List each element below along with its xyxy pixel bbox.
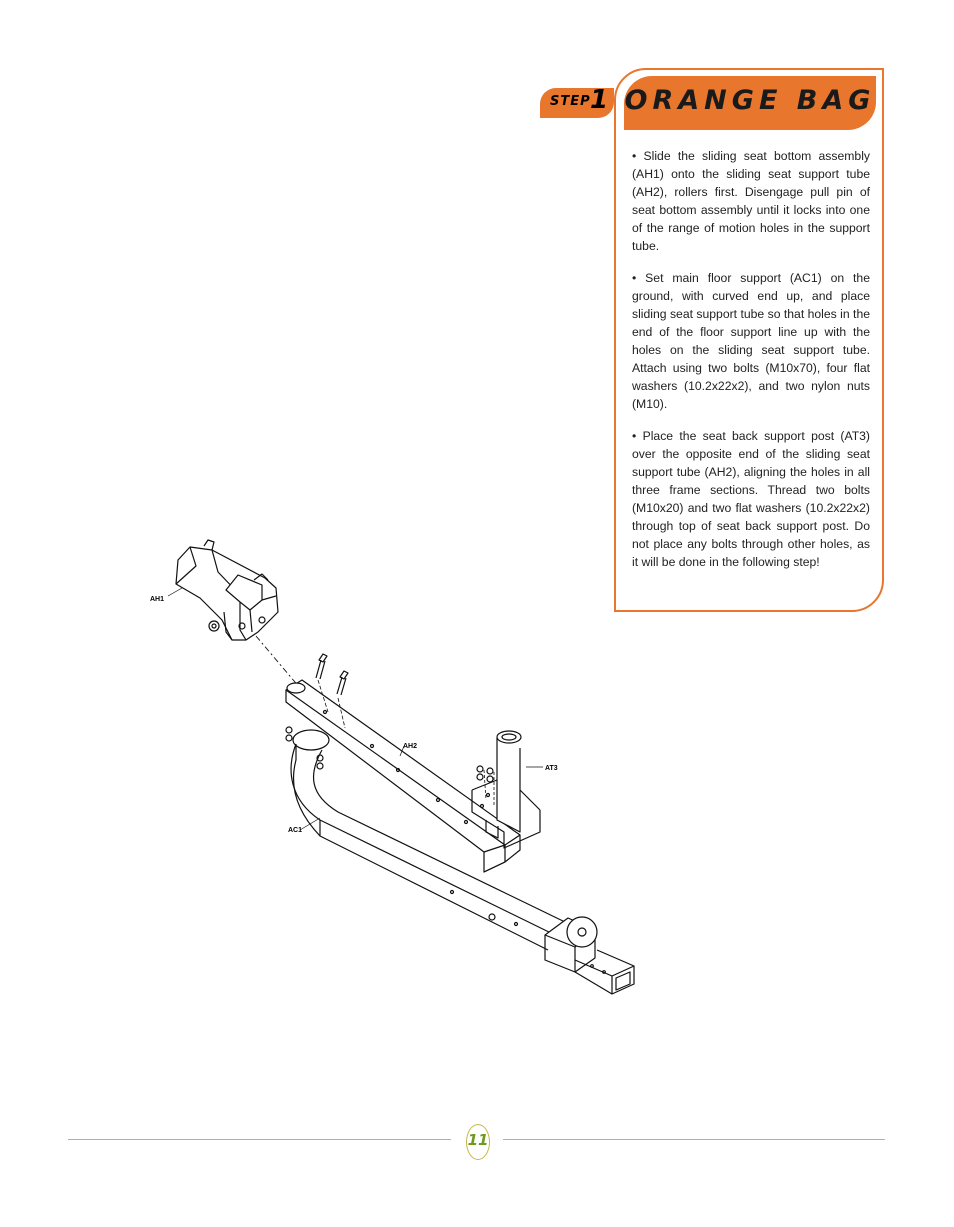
- label-ah2: AH2: [403, 743, 418, 750]
- page-title: ORANGE BAG: [624, 85, 876, 116]
- label-at3: AT3: [545, 765, 558, 772]
- instruction-paragraph: • Set main floor support (AC1) on the ground, with curved end up, and place sliding seat support tube so that holes in the end of the floor support line up with the holes on the sliding seat support tube. Attach using two bolts (M10x70), four flat washers (10.2x22x2), and two nylon nuts (M10).: [632, 271, 870, 411]
- main-floor-support: [286, 727, 634, 994]
- label-ah1: AH1: [150, 596, 165, 603]
- footer-rule-left: [68, 1139, 451, 1140]
- step-word: STEP: [550, 94, 591, 109]
- label-ac1: AC1: [288, 827, 303, 834]
- instruction-paragraph: • Slide the sliding seat bottom assembly (AH1) onto the sliding seat support tube (AH2), rollers first. Disengage pull pin of seat bottom assembly until it locks into one of the range of motion holes in the support tube.: [632, 149, 870, 253]
- page-number-badge: [466, 1124, 490, 1160]
- step-number: 1: [590, 85, 609, 115]
- footer-rule-right: [503, 1139, 885, 1140]
- instruction-paragraph: • Place the seat back support post (AT3) over the opposite end of the sliding seat support tube (AH2), aligning the holes in all three frame sections. Thread two bolts (M10x20) and two flat washers (10.2x22x2) through top of seat back support post. Do not place any bolts through other holes, as it will be done in the following step!: [632, 429, 870, 569]
- page-number: 11: [467, 1131, 489, 1149]
- seat-bottom-assembly: [176, 540, 278, 640]
